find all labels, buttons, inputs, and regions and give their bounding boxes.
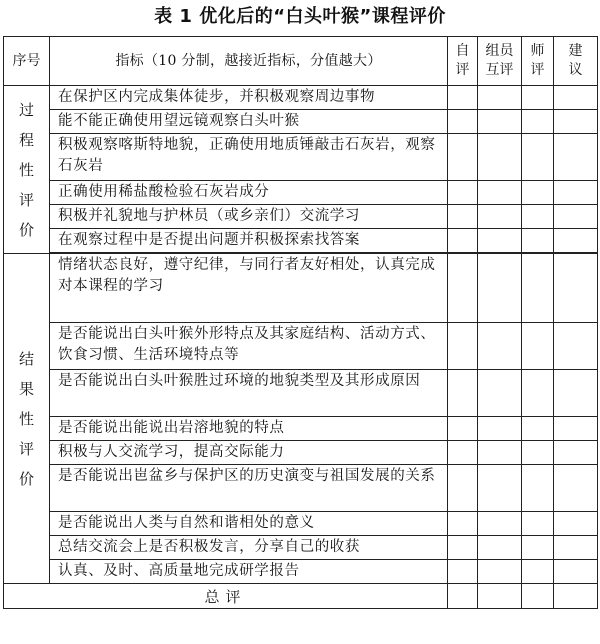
score-peer-cell[interactable] [478, 254, 522, 323]
table-row [4, 181, 598, 205]
indicator-cell: 是否能说出能说出岩溶地貌的特点 [50, 417, 448, 441]
header-row [4, 37, 598, 86]
suggestion-cell[interactable] [554, 254, 598, 323]
score-peer-cell[interactable] [478, 134, 522, 181]
score-self-cell[interactable] [448, 465, 478, 512]
indicator-cell: 能不能正确使用望远镜观察白头叶猴 [50, 110, 448, 134]
suggestion-cell[interactable] [554, 560, 598, 584]
suggestion-cell[interactable] [554, 86, 598, 110]
table-row [4, 441, 598, 465]
score-self-cell[interactable] [448, 512, 478, 536]
header-teacher-eval: 师 评 [522, 37, 554, 86]
table-row [4, 512, 598, 536]
suggestion-cell[interactable] [554, 205, 598, 229]
score-teacher-cell[interactable] [522, 417, 554, 441]
score-self-cell[interactable] [448, 536, 478, 560]
score-teacher-cell[interactable] [522, 181, 554, 205]
indicator-cell: 总结交流会上是否积极发言，分享自己的收获 [50, 536, 448, 560]
score-teacher-cell[interactable] [522, 465, 554, 512]
indicator-cell: 是否能说出岜盆乡与保护区的历史演变与祖国发展的关系 [50, 465, 448, 512]
score-self-cell[interactable] [448, 86, 478, 110]
total-suggestion-cell[interactable] [554, 584, 598, 609]
indicator-cell: 是否能说出人类与自然和谐相处的意义 [50, 512, 448, 536]
suggestion-cell[interactable] [554, 370, 598, 417]
suggestion-cell[interactable] [554, 323, 598, 370]
table-row [4, 254, 598, 323]
score-teacher-cell[interactable] [522, 229, 554, 253]
score-peer-cell[interactable] [478, 512, 522, 536]
score-peer-cell[interactable] [478, 370, 522, 417]
indicator-cell: 积极观察喀斯特地貌，正确使用地质锤敲击石灰岩，观察石灰岩 [50, 134, 448, 181]
table-row [4, 536, 598, 560]
indicator-cell: 积极并礼貌地与护林员（或乡亲们）交流学习 [50, 205, 448, 229]
table-row [4, 134, 598, 181]
table-row [4, 323, 598, 370]
score-teacher-cell[interactable] [522, 205, 554, 229]
indicator-cell: 在保护区内完成集体徒步，并积极观察周边事物 [50, 86, 448, 110]
indicator-cell: 在观察过程中是否提出问题并积极探索找答案 [50, 229, 448, 253]
score-teacher-cell[interactable] [522, 441, 554, 465]
table-row [4, 229, 598, 253]
score-peer-cell[interactable] [478, 536, 522, 560]
header-peer-eval: 组员 互评 [478, 37, 522, 86]
score-peer-cell[interactable] [478, 323, 522, 370]
indicator-cell: 积极与人交流学习，提高交际能力 [50, 441, 448, 465]
score-peer-cell[interactable] [478, 86, 522, 110]
header-seq: 序号 [4, 37, 50, 86]
score-teacher-cell[interactable] [522, 512, 554, 536]
score-self-cell[interactable] [448, 417, 478, 441]
suggestion-cell[interactable] [554, 110, 598, 134]
indicator-cell: 情绪状态良好，遵守纪律，与同行者友好相处，认真完成对本课程的学习 [50, 254, 448, 323]
suggestion-cell[interactable] [554, 134, 598, 181]
header-indicator: 指标（10 分制，越接近指标，分值越大） [50, 37, 448, 86]
table-row [4, 110, 598, 134]
score-peer-cell[interactable] [478, 229, 522, 253]
evaluation-table [3, 36, 598, 609]
score-teacher-cell[interactable] [522, 254, 554, 323]
category-result: 结 果 性 评 价 [4, 254, 50, 584]
suggestion-cell[interactable] [554, 229, 598, 253]
table-row [4, 560, 598, 584]
score-teacher-cell[interactable] [522, 323, 554, 370]
score-self-cell[interactable] [448, 560, 478, 584]
score-peer-cell[interactable] [478, 465, 522, 512]
suggestion-cell[interactable] [554, 417, 598, 441]
score-self-cell[interactable] [448, 134, 478, 181]
score-teacher-cell[interactable] [522, 370, 554, 417]
score-peer-cell[interactable] [478, 560, 522, 584]
table-row [4, 417, 598, 441]
score-peer-cell[interactable] [478, 205, 522, 229]
suggestion-cell[interactable] [554, 181, 598, 205]
score-self-cell[interactable] [448, 110, 478, 134]
score-peer-cell[interactable] [478, 441, 522, 465]
score-self-cell[interactable] [448, 370, 478, 417]
header-suggestion: 建 议 [554, 37, 598, 86]
score-self-cell[interactable] [448, 441, 478, 465]
score-self-cell[interactable] [448, 229, 478, 253]
table-title: 表 1 优化后的“白头叶猴”课程评价 [154, 6, 446, 27]
table-row [4, 370, 598, 417]
suggestion-cell[interactable] [554, 536, 598, 560]
category-process: 过 程 性 评 价 [4, 86, 50, 254]
score-self-cell[interactable] [448, 323, 478, 370]
total-label: 总评 [4, 584, 448, 609]
score-teacher-cell[interactable] [522, 134, 554, 181]
score-teacher-cell[interactable] [522, 86, 554, 110]
indicator-cell: 是否能说出白头叶猴外形特点及其家庭结构、活动方式、饮食习惯、生活环境特点等 [50, 323, 448, 370]
header-self-eval: 自 评 [448, 37, 478, 86]
score-teacher-cell[interactable] [522, 110, 554, 134]
score-self-cell[interactable] [448, 254, 478, 323]
score-self-cell[interactable] [448, 181, 478, 205]
indicator-cell: 是否能说出白头叶猴胜过环境的地貌类型及其形成原因 [50, 370, 448, 417]
table-row [4, 86, 598, 110]
total-row [4, 584, 598, 609]
table-row [4, 465, 598, 512]
score-peer-cell[interactable] [478, 417, 522, 441]
indicator-cell: 认真、及时、高质量地完成研学报告 [50, 560, 448, 584]
table-row [4, 205, 598, 229]
score-peer-cell[interactable] [478, 181, 522, 205]
score-self-cell[interactable] [448, 205, 478, 229]
total-peer-cell[interactable] [478, 584, 522, 609]
indicator-cell: 正确使用稀盐酸检验石灰岩成分 [50, 181, 448, 205]
score-teacher-cell[interactable] [522, 536, 554, 560]
score-teacher-cell[interactable] [522, 560, 554, 584]
score-peer-cell[interactable] [478, 110, 522, 134]
total-self-cell[interactable] [448, 584, 478, 609]
suggestion-cell[interactable] [554, 465, 598, 512]
total-teacher-cell[interactable] [522, 584, 554, 609]
suggestion-cell[interactable] [554, 441, 598, 465]
suggestion-cell[interactable] [554, 512, 598, 536]
